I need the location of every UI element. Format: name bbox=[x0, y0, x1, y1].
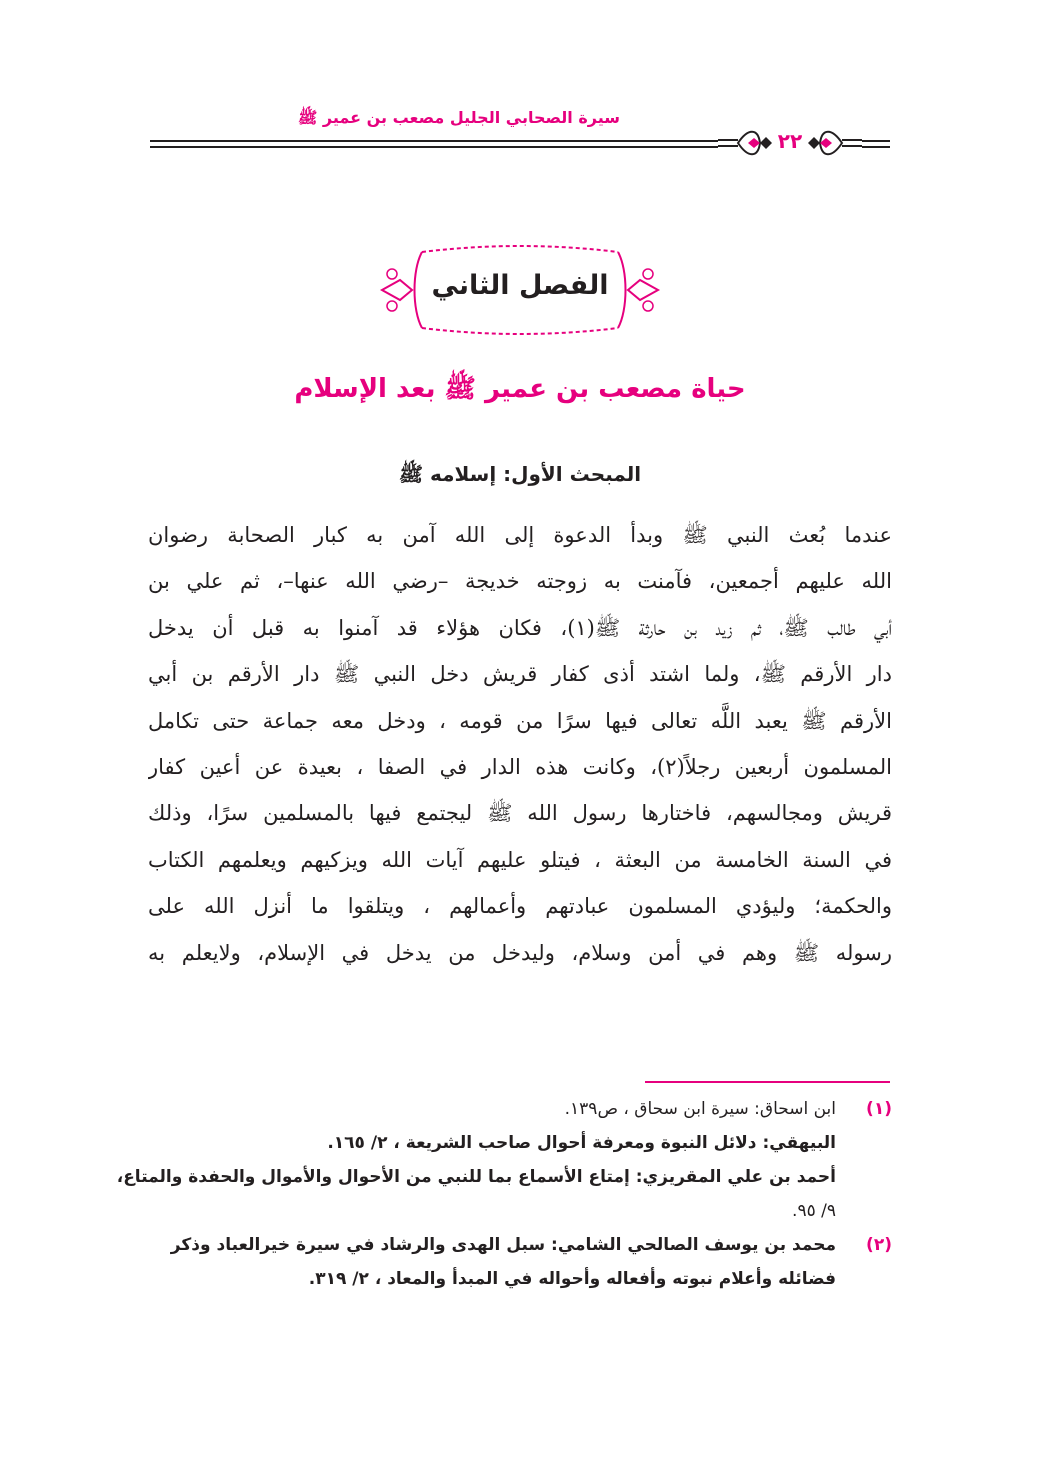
body-line: والحكمة؛ وليؤدي المسلمون عبادتهم وأعمالهم ، ويتلقوا ما أنزل الله على bbox=[148, 894, 892, 919]
footnote-line: ٩/ ٩٥. bbox=[792, 1201, 836, 1221]
body-line: دار الأرقم ﷺ، ولما اشتد أذى كفار قريش دخل النبي ﷺ دار الأرقم بن أبي bbox=[148, 662, 892, 687]
footnote-line: ابن اسحاق: سيرة ابن سحاق ، ص١٣٩. bbox=[564, 1099, 836, 1119]
chapter-title: الفصل الثاني bbox=[431, 270, 609, 301]
footnote-line: أحمد بن علي المقريزي: إمتاع الأسماع بما للنبي من الأحوال والأموال والحفدة والمتاع، bbox=[116, 1167, 836, 1187]
footnote-body bbox=[117, 1092, 836, 1228]
body-line: المسلمون أربعين رجلاً(٢)، وكانت هذه الدار في الصفا ، بعيدة عن أعين كفار bbox=[148, 754, 892, 779]
footnote-line: فضائله وأعلام نبوته وأفعاله وأحواله في المبدأ والمعاد ، ٢/ ٣١٩. bbox=[308, 1269, 836, 1289]
body-line: أبي طالب ﷺ، ثم زيد بن حارثة ﷺ(١)، فكان هؤلاء قد آمنوا به قبل أن يدخل bbox=[148, 615, 892, 640]
footnote-separator bbox=[645, 1081, 890, 1083]
body-line: قريش ومجالسهم، فاختارها رسول الله ﷺ ليجتمع فيها بالمسلمين سرًا، وذلك bbox=[148, 801, 892, 826]
body-line: عندما بُعث النبي ﷺ وبدأ الدعوة إلى الله آمن به كبار الصحابة رضوان bbox=[148, 523, 892, 547]
header-rule bbox=[150, 140, 718, 142]
footnote-line: محمد بن يوسف الصالحي الشامي: سبل الهدى والرشاد في سيرة خيرالعباد وذكر bbox=[170, 1235, 836, 1255]
footnote-number: (١) bbox=[866, 1099, 892, 1119]
header-rule bbox=[862, 140, 890, 142]
body-line: الأرقم ﷺ يعبد اللَّه تعالى فيها سرًا من قومه ، ودخل معه جماعة حتى تكامل bbox=[148, 708, 892, 733]
body-line: في السنة الخامسة من البعثة ، فيتلو عليهم آيات الله ويزكيهم ويعلمهم الكتاب bbox=[148, 847, 892, 872]
footnote-body bbox=[148, 1228, 836, 1296]
section-heading: المبحث الأول: إسلامه ﷺ bbox=[398, 462, 642, 486]
body-paragraph bbox=[148, 512, 892, 976]
body-line: الله عليهم أجمعين، فآمنت به زوجته خديجة –رضي الله عنها–، ثم علي بن bbox=[148, 569, 892, 594]
chapter-subtitle: حياة مصعب بن عمير ﷺ بعد الإسلام bbox=[294, 374, 746, 404]
footnote bbox=[116, 1092, 892, 1228]
footnote bbox=[148, 1228, 892, 1296]
footnote-number: (٢) bbox=[866, 1235, 892, 1255]
header-rule bbox=[150, 146, 718, 148]
footnote-line: البيهقي: دلائل النبوة ومعرفة أحوال صاحب الشريعة ، ٢/ ١٦٥. bbox=[327, 1133, 836, 1153]
page-number: ٢٢ bbox=[777, 129, 803, 153]
header-rule bbox=[862, 146, 890, 148]
footnotes bbox=[116, 1092, 892, 1296]
body-line: رسوله ﷺ وهم في أمن وسلام، وليدخل من يدخل في الإسلام، ولايعلم به bbox=[148, 940, 892, 965]
running-title: سيرة الصحابي الجليل مصعب بن عمير ﷺ bbox=[298, 108, 620, 127]
